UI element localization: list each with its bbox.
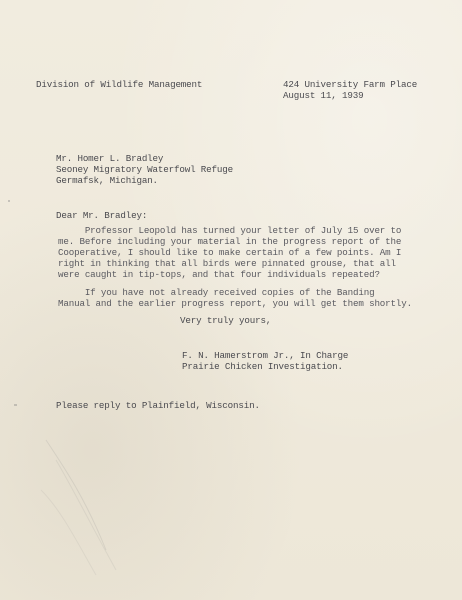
signature-name: F. N. Hamerstrom Jr., In Charge [182, 350, 349, 361]
paper-speck [14, 404, 17, 406]
paragraph-line: Professor Leopold has turned your letter of July 15 over to [58, 225, 402, 236]
body-paragraph-1 [58, 225, 418, 280]
closing: Very truly yours, [180, 315, 272, 326]
paragraph-line: me. Before including your material in the progress report of the [58, 236, 402, 247]
signature-title: Prairie Chicken Investigation. [182, 361, 343, 372]
paragraph-line: Cooperative, I should like to make certain of a few points. Am I [58, 247, 402, 258]
salutation: Dear Mr. Bradley: [56, 210, 148, 221]
paragraph-line: were caught in tip-tops, and that four individuals repeated? [58, 269, 380, 280]
postscript: Please reply to Plainfield, Wisconsin. [56, 400, 260, 411]
paper-speck [8, 200, 10, 202]
sender-division: Division of Wildlife Management [36, 79, 203, 90]
paragraph-line: right in thinking that all birds were pinnated grouse, that all [58, 258, 396, 269]
body-paragraph-2 [58, 287, 418, 309]
sender-address: 424 University Farm Place [283, 79, 418, 90]
recipient-city: Germafsk, Michigan. [56, 175, 158, 186]
paragraph-line: Manual and the earlier progress report, you will get them shortly. [58, 298, 412, 309]
faint-pencil-marks [36, 430, 126, 580]
recipient-name: Mr. Homer L. Bradley [56, 153, 164, 164]
letter-date: August 11, 1939 [283, 90, 364, 101]
recipient-org: Seoney Migratory Waterfowl Refuge [56, 164, 233, 175]
paragraph-line: If you have not already received copies of the Banding [58, 287, 375, 298]
